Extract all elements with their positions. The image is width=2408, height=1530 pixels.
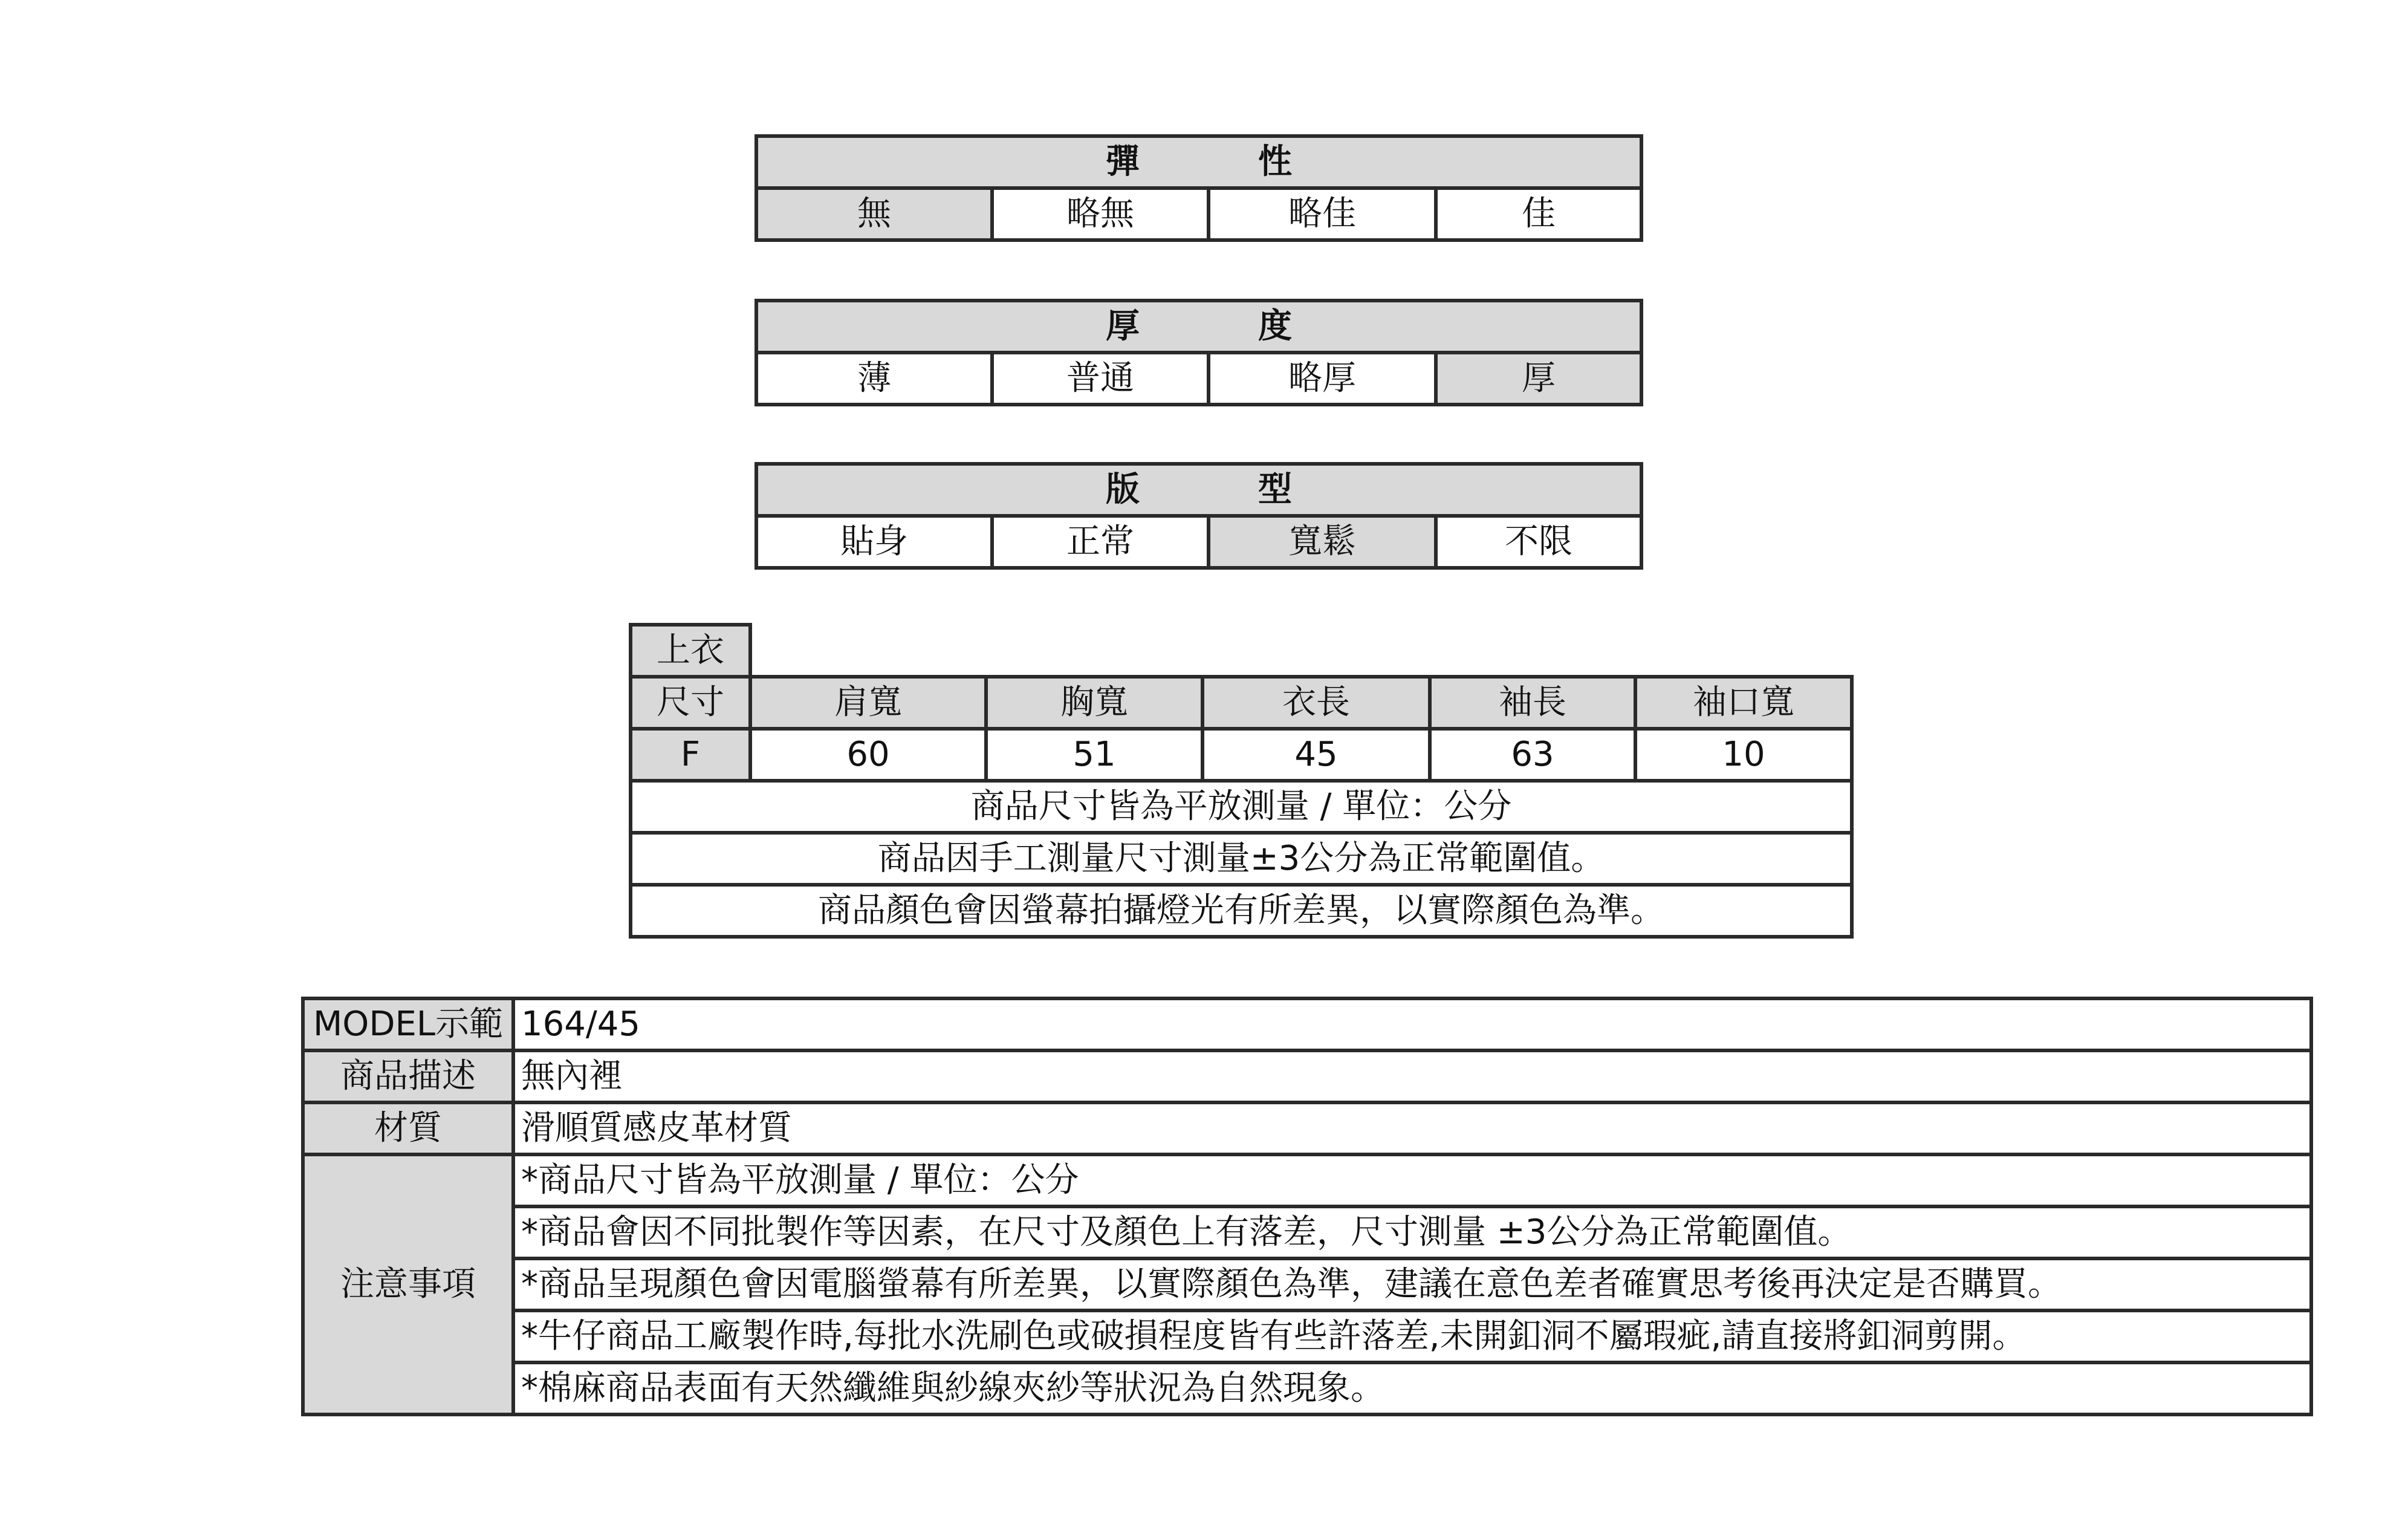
thickness-table	[755, 299, 1643, 406]
size-value-cuff: 10	[1635, 729, 1852, 781]
fit-option-any: 不限	[1436, 516, 1641, 568]
size-row	[631, 729, 1852, 781]
elasticity-option-good: 佳	[1436, 188, 1641, 240]
size-note: 商品顏色會因螢幕拍攝燈光有所差異，以實際顏色為準。	[631, 885, 1852, 937]
fit-option-slim: 貼身	[756, 516, 992, 568]
size-value-sleeve: 63	[1430, 729, 1635, 781]
size-label: F	[631, 729, 750, 781]
thickness-option-normal: 普通	[992, 353, 1209, 405]
size-note: 商品因手工測量尺寸測量±3公分為正常範圍值。	[631, 833, 1852, 885]
elasticity-table	[755, 134, 1643, 242]
size-value-length: 45	[1202, 729, 1430, 781]
size-value-shoulder: 60	[750, 729, 986, 781]
thickness-option-thin: 薄	[756, 353, 992, 405]
description-label: 商品描述	[303, 1050, 513, 1102]
notice-item: *棉麻商品表面有天然纖維與紗線夾紗等狀況為自然現象。	[513, 1362, 2311, 1414]
notice-item: *商品尺寸皆為平放測量 / 單位：公分	[513, 1154, 2311, 1206]
size-note: 商品尺寸皆為平放測量 / 單位：公分	[631, 781, 1852, 833]
elasticity-option-slightly-good: 略佳	[1209, 188, 1436, 240]
description-value: 無內裡	[513, 1050, 2311, 1102]
size-chart-category: 上衣	[631, 625, 750, 677]
size-header: 尺寸	[631, 677, 750, 729]
size-chart-category-spacer	[750, 625, 1852, 677]
elasticity-option-none: 無	[756, 188, 992, 240]
elasticity-title: 彈 性	[756, 136, 1641, 188]
material-value: 滑順質感皮革材質	[513, 1102, 2311, 1154]
column-sleeve-length: 袖長	[1430, 677, 1635, 729]
material-label: 材質	[303, 1102, 513, 1154]
column-chest-width: 胸寬	[986, 677, 1202, 729]
size-chart-table	[629, 623, 1854, 939]
fit-table	[755, 462, 1643, 570]
column-cuff-width: 袖口寬	[1635, 677, 1852, 729]
thickness-option-slightly-thick: 略厚	[1209, 353, 1436, 405]
fit-option-regular: 正常	[992, 516, 1209, 568]
fit-title: 版 型	[756, 464, 1641, 516]
notice-item: *商品呈現顏色會因電腦螢幕有所差異，以實際顏色為準，建議在意色差者確實思考後再決定是否購買。	[513, 1258, 2311, 1310]
model-label: MODEL示範	[303, 998, 513, 1050]
thickness-option-thick: 厚	[1436, 353, 1641, 405]
elasticity-option-slightly-none: 略無	[992, 188, 1209, 240]
notice-label: 注意事項	[303, 1154, 513, 1414]
column-length: 衣長	[1202, 677, 1430, 729]
column-shoulder-width: 肩寬	[750, 677, 986, 729]
product-info-table	[301, 997, 2313, 1416]
thickness-title: 厚 度	[756, 301, 1641, 353]
notice-item: *牛仔商品工廠製作時,每批水洗刷色或破損程度皆有些許落差,未開釦洞不屬瑕疵,請直接將釦洞剪開。	[513, 1310, 2311, 1362]
size-value-chest: 51	[986, 729, 1202, 781]
model-value: 164/45	[513, 998, 2311, 1050]
fit-option-loose: 寬鬆	[1209, 516, 1436, 568]
notice-item: *商品會因不同批製作等因素，在尺寸及顏色上有落差，尺寸測量 ±3公分為正常範圍值。	[513, 1206, 2311, 1258]
